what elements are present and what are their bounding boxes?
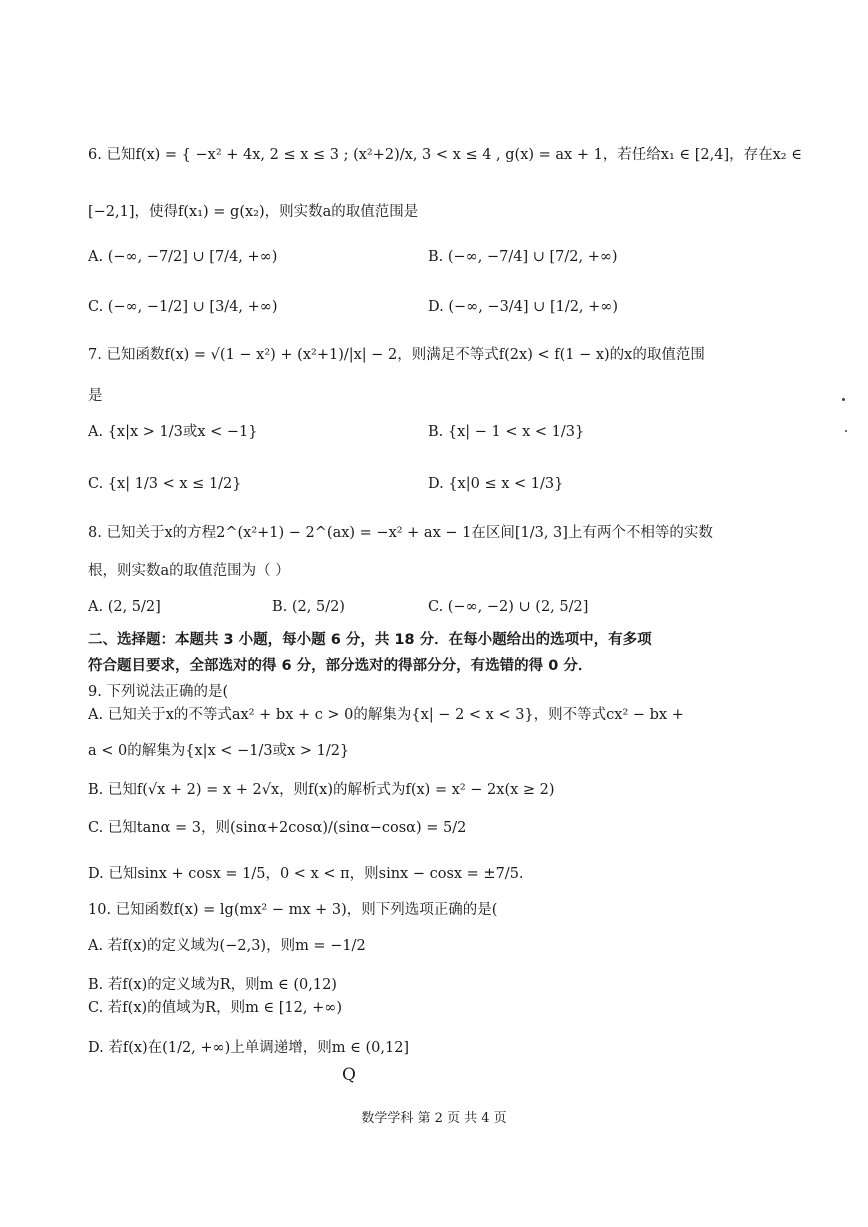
section2-line2: 符合题目要求，全部选对的得 6 分，部分选对的得部分分，有选错的得 0 分． [88, 658, 593, 674]
q6-option-a: A. (−∞, −7/2] ∪ [7/4, +∞) [88, 249, 278, 265]
q7-line2: 是 [88, 388, 103, 404]
q10-option-b: B. 若f(x)的定义域为R，则m ∈ (0,12) [88, 977, 337, 993]
q10-option-a: A. 若f(x)的定义域为(−2,3)，则m = −1/2 [88, 938, 366, 954]
q10-option-c: C. 若f(x)的值域为R，则m ∈ [12, +∞) [88, 1000, 342, 1016]
handwritten-mark: Q [342, 1065, 356, 1085]
q7-option-d: D. {x|0 ≤ x < 1/3} [428, 476, 564, 492]
q10-option-d: D. 若f(x)在(1/2, +∞)上单调递增，则m ∈ (0,12] [88, 1040, 410, 1056]
q9-option-c: C. 已知tanα = 3，则(sinα+2cosα)/(sinα−cosα) = 5/2 [88, 820, 467, 836]
q6-line1: 6. 已知f(x) = { −x² + 4x, 2 ≤ x ≤ 3 ; (x²+2)/x, 3 < x ≤ 4 , g(x) = ax + 1，若任给x₁ ∈ [2,4]，存在x₂ ∈ [88, 147, 802, 163]
q9-stem: 9. 下列说法正确的是( [88, 684, 229, 700]
q6-option-b: B. (−∞, −7/4] ∪ [7/2, +∞) [428, 249, 618, 265]
q10-stem: 10. 已知函数f(x) = lg(mx² − mx + 3)，则下列选项正确的是( [88, 902, 498, 918]
scan-speck [845, 430, 847, 432]
q9-option-a-line2: a < 0的解集为{x|x < −1/3或x > 1/2} [88, 743, 350, 759]
q7-option-c: C. {x| 1/3 < x ≤ 1/2} [88, 476, 242, 492]
q8-option-b: B. (2, 5/2) [272, 599, 345, 615]
q9-option-a-line1: A. 已知关于x的不等式ax² + bx + c > 0的解集为{x| − 2 < x < 3}，则不等式cx² − bx + [88, 707, 684, 723]
q8-option-a: A. (2, 5/2] [88, 599, 161, 615]
q6-option-d: D. (−∞, −3/4] ∪ [1/2, +∞) [428, 299, 619, 315]
q8-line2: 根，则实数a的取值范围为（ ） [88, 563, 290, 579]
q8-line1: 8. 已知关于x的方程2^(x²+1) − 2^(ax) = −x² + ax − 1在区间[1/3, 3]上有两个不相等的实数 [88, 525, 713, 541]
q9-option-b: B. 已知f(√x + 2) = x + 2√x，则f(x)的解析式为f(x) = x² − 2x(x ≥ 2) [88, 782, 555, 798]
q7-line1: 7. 已知函数f(x) = √(1 − x²) + (x²+1)/|x| − 2，则满足不等式f(2x) < f(1 − x)的x的取值范围 [88, 347, 705, 363]
q8-option-c: C. (−∞, −2) ∪ (2, 5/2] [428, 599, 589, 615]
scan-speck [842, 398, 845, 401]
q6-option-c: C. (−∞, −1/2] ∪ [3/4, +∞) [88, 299, 278, 315]
q7-option-b: B. {x| − 1 < x < 1/3} [428, 424, 585, 440]
q6-line2: [−2,1]，使得f(x₁) = g(x₂)，则实数a的取值范围是 [88, 204, 419, 220]
q7-option-a: A. {x|x > 1/3或x < −1} [88, 424, 258, 440]
page-footer: 数学学科 第 2 页 共 4 页 [361, 1111, 507, 1126]
q9-option-d: D. 已知sinx + cosx = 1/5，0 < x < π，则sinx − cosx = ±7/5. [88, 866, 524, 882]
section2-line1: 二、选择题：本题共 3 小题，每小题 6 分，共 18 分．在每小题给出的选项中，有多项 [88, 632, 652, 648]
